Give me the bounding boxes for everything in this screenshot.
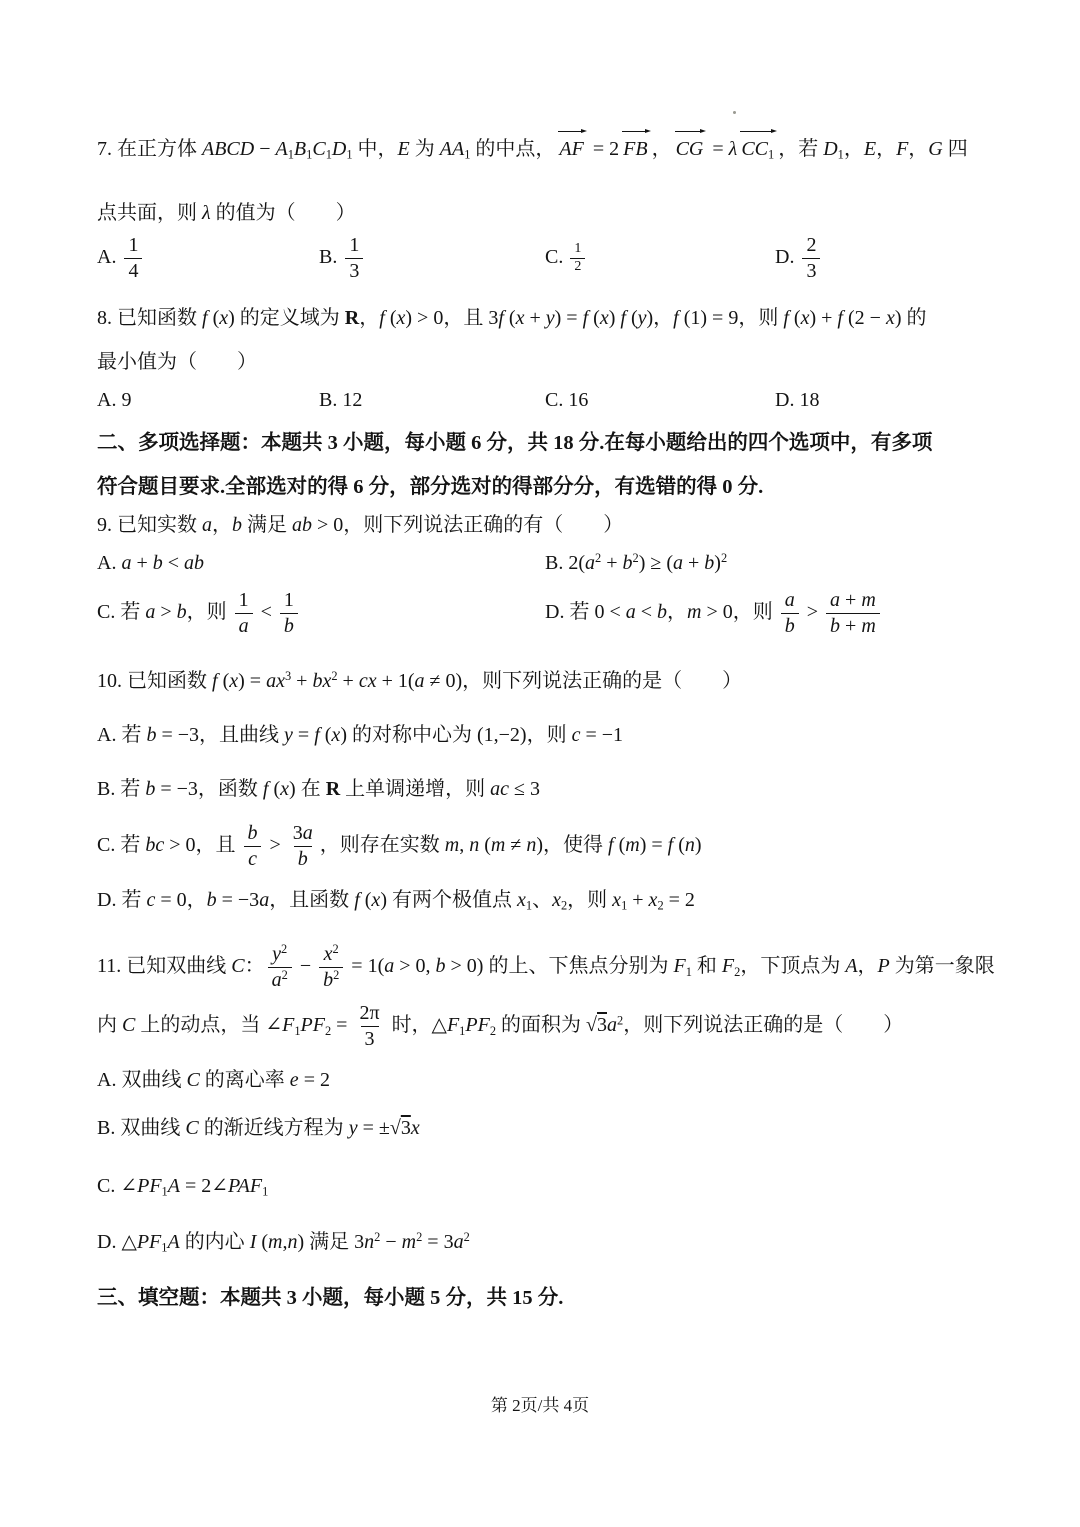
q7-option-c: C. $\frac{1}{2}$ <box>545 242 775 274</box>
print-speck <box>733 111 736 114</box>
question-9-stem: 9. 已知实数 a，b 满足 ab > 0，则下列说法正确的有（ ） <box>97 514 624 536</box>
q11-option-d: D. $\triangle PF_1A$ 的内心 I (m,n) 满足 $3n^2 - m^2 = 3a^2$ <box>97 1230 470 1255</box>
question-8-line-1: 8. 已知函数 f (x) 的定义域为 R，f (x) > 0，且 3f (x + y) = f (x) f (y)，f (1) = 9，则 f (x) + f (2 − x) 的 <box>97 307 927 329</box>
q7-option-b: B. $\frac{1}{3}$ <box>319 234 545 283</box>
section-2-header <box>97 428 1002 502</box>
q10-option-d: D. 若 c = 0，b = −3a，且函数 f (x) 有两个极值点 $x_1$、$x_2$，则 $x_1 + x_2 = 2$ <box>97 889 695 913</box>
q7-option-d: D. $\frac{2}{3}$ <box>775 234 1002 283</box>
q8-option-d: D. 18 <box>775 389 820 411</box>
question-8 <box>97 303 1002 412</box>
q10-option-a: A. 若 b = −3，且曲线 y = f (x) 的对称中心为 (1,−2)，则 c = −1 <box>97 724 624 746</box>
question-11-line-1: 11. 已知双曲线 C： $\frac{y^2}{a^2}$ − $\frac{x^2}{b^2}$ = 1(a > 0, b > 0) 的上、下焦点分别为 $F_1$ 和 $F_2$，下顶点为 A，P 为第一象限 <box>97 942 995 991</box>
q10-option-c: C. 若 bc > 0，且 $\frac{b}{c}$ > $\frac{3a}{b}$ ，则存在实数 m, n (m ≠ n)，使得 f (m) = f (n) <box>97 822 702 870</box>
section-3-header <box>97 1283 1002 1313</box>
page-number: 第 2页/共 4页 <box>490 1396 590 1415</box>
question-9 <box>97 510 1002 638</box>
q8-option-a: A. 9 <box>97 389 132 411</box>
question-10-stem: 10. 已知函数 f $(x) = ax^3 + bx^2$ + cx + 1(a ≠ 0)，则下列说法正确的是（ ） <box>97 669 743 692</box>
question-9-options-row-2 <box>97 589 1002 638</box>
q11-option-b: B. 双曲线 C 的渐近线方程为 y = ±√3x <box>97 1117 420 1139</box>
question-7-line-2: 点共面，则 λ 的值为（ ） <box>97 202 356 224</box>
section-3-header-line-1: 三、填空题：本题共 3 小题，每小题 5 分，共 15 分. <box>97 1287 564 1309</box>
q8-option-b: B. 12 <box>319 389 363 411</box>
page-content <box>97 130 1002 1313</box>
question-8-options <box>97 389 1002 412</box>
q9-option-c: C. 若 a > b，则 $\frac{1}{a}$ < $\frac{1}{b}$ <box>97 589 545 638</box>
q11-option-c: C. $\angle PF_1A$ = $2\angle PAF_1$ <box>97 1175 269 1199</box>
question-7 <box>97 130 1002 283</box>
question-8-line-2: 最小值为（ ） <box>97 351 257 373</box>
section-2-header-line-2: 符合题目要求.全部选对的得 6 分，部分选对的得部分分，有选错的得 0 分. <box>97 476 764 498</box>
question-10 <box>97 666 1002 915</box>
question-7-line-1: 7. 在正方体 ABCD − $A_1B_1C_1D_1$ 中，E 为 $AA_1$ 的中点， AF = 2 FB ， CG = λ $CC_1$ ，若 $D_1$，E，F，G 四 <box>97 130 1002 164</box>
question-7-options <box>97 234 1002 283</box>
q11-option-a: A. 双曲线 C 的离心率 e = 2 <box>97 1069 330 1091</box>
q9-option-b: B. $2(a^2 + b^2) \ge (a + b)^2$ <box>545 551 728 574</box>
q10-option-b: B. 若 b = −3，函数 f (x) 在 R 上单调递增，则 ac ≤ 3 <box>97 778 541 800</box>
q9-option-d: D. 若 0 < a < b，m > 0，则 $\frac{a}{b}$ > $\frac{a + m}{b + m}$ <box>545 589 1002 638</box>
q8-option-c: C. 16 <box>545 389 589 411</box>
q9-option-a: A. a + b < ab <box>97 552 205 574</box>
question-9-options-row-1 <box>97 552 1002 575</box>
question-11 <box>97 943 1002 1257</box>
section-2-header-line-1: 二、多项选择题：本题共 3 小题，每小题 6 分，共 18 分.在每小题给出的四个选项中，有多项 <box>97 432 933 454</box>
q7-option-a: A. $\frac{1}{4}$ <box>97 234 319 283</box>
question-11-line-2: 内 C 上的动点，当 $\angle F_1PF_2$ = $\frac{2\pi}{3}$ 时，$\triangle F_1PF_2$ 的面积为 $√3a^2$，则下列说法正确的是（ ） <box>97 1002 904 1050</box>
